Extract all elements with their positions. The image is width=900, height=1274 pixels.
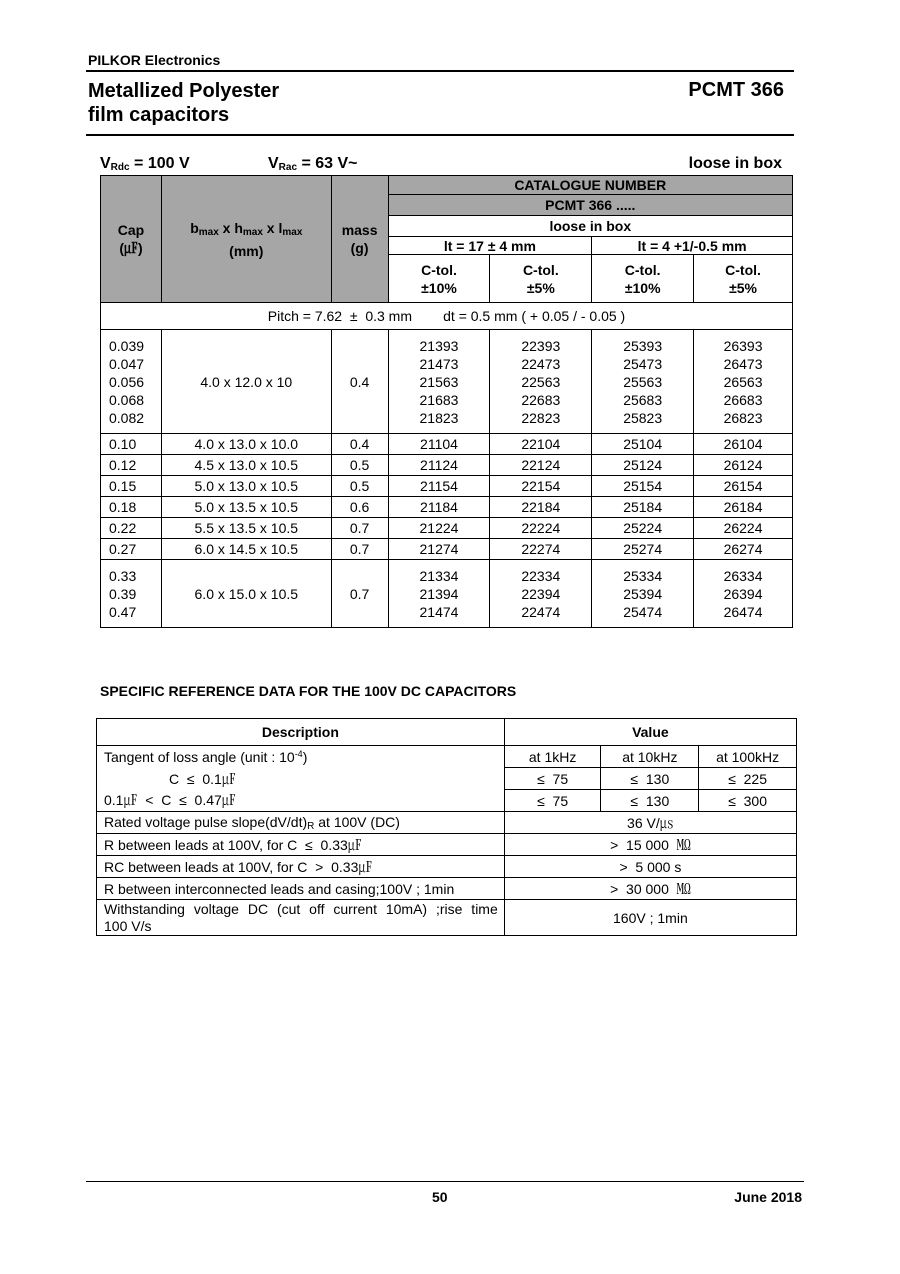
dimension-cell: 4.5 x 13.0 x 10.5 [161,455,331,476]
tan-loss-label: Tangent of loss angle (unit : $10^{-4}$) [97,746,505,768]
catalogue-number-cell: 25104 [592,434,694,455]
catalogue-number-cell: 21124 [388,455,490,476]
description-header: Description [97,719,505,746]
cap-cell: 0.12 [101,455,162,476]
footer-date: June 2018 [734,1189,802,1205]
page-number: 50 [432,1189,448,1205]
catalogue-row [101,434,793,455]
catalogue-row [101,497,793,518]
catalogue-number-cell: 25274 [592,539,694,560]
catalogue-number-cell: 26393 26473 26563 26683 26823 [694,330,793,434]
catalogue-row [101,455,793,476]
packing-label: loose in box [688,155,782,172]
spec-table [96,718,797,936]
catalogue-number-cell: 21104 [388,434,490,455]
tan-value: ≤ 75 [504,768,601,790]
tan-value: ≤ 130 [601,790,699,812]
mass-cell: 0.4 [331,434,388,455]
catalogue-number-cell: 22124 [490,455,592,476]
catalogue-number-cell: 25154 [592,476,694,497]
catalogue-number-cell: 25393 25473 25563 25683 25823 [592,330,694,434]
series-code-header: PCMT 366 ..... [388,195,792,216]
catalogue-number-cell: 22334 22394 22474 [490,560,592,628]
mass-cell: 0.5 [331,476,388,497]
spec-row-value: > 15 000 ㏁ [504,834,796,856]
voltage-ratings [100,155,782,175]
tolerance-header: C-tol. ±5% [694,255,793,303]
vrac-rating: $V_{Rac} = 63$ V~ [268,155,358,173]
mass-cell: 0.4 [331,330,388,434]
catalogue-row [101,518,793,539]
catalogue-number-cell: 22274 [490,539,592,560]
withstand-label: Withstanding voltage DC (cut off current 10mA) ;rise time 100 V/s [97,900,505,936]
cap-cell: 0.039 0.047 0.056 0.068 0.082 [101,330,162,434]
catalogue-number-cell: 21184 [388,497,490,518]
document-title [88,79,279,127]
tan-value: ≤ 225 [699,768,797,790]
catalogue-number-cell: 25334 25394 25474 [592,560,694,628]
catalogue-number-header: CATALOGUE NUMBER [388,176,792,195]
catalogue-row [101,476,793,497]
spec-row-value: > 5 000 s [504,856,796,878]
tolerance-header: C-tol. ±10% [592,255,694,303]
cap-cell: 0.18 [101,497,162,518]
spec-row-value: > 30 000 ㏁ [504,878,796,900]
tan-condition-2: 0.1㎌ < C ≤ 0.47㎌ [97,790,505,812]
cap-cell: 0.10 [101,434,162,455]
catalogue-number-cell: 21393 21473 21563 21683 21823 [388,330,490,434]
catalogue-table [100,175,793,628]
cap-header: Cap (㎌) [101,176,162,303]
series-name: PCMT 366 [688,79,784,101]
cap-cell: 0.15 [101,476,162,497]
mass-cell: 0.7 [331,539,388,560]
catalogue-number-cell: 25124 [592,455,694,476]
mass-header: mass (g) [331,176,388,303]
header-rule-bottom [86,134,794,136]
header-rule-top [86,70,794,72]
catalogue-row [101,539,793,560]
mass-cell: 0.5 [331,455,388,476]
title-line-2: film capacitors [88,104,230,126]
pulse-slope-value: 36 V/㎲ [504,812,796,834]
tan-value: ≤ 75 [504,790,601,812]
lead-length-a-header: lt = 17 ± 4 mm [388,237,592,255]
freq-100khz: at 100kHz [699,746,797,768]
tan-condition-1: C ≤ 0.1㎌ [97,768,505,790]
dimension-cell: 6.0 x 14.5 x 10.5 [161,539,331,560]
dimension-cell: 5.0 x 13.0 x 10.5 [161,476,331,497]
dimension-cell: 5.5 x 13.5 x 10.5 [161,518,331,539]
catalogue-row [101,560,793,628]
dimension-cell: 6.0 x 15.0 x 10.5 [161,560,331,628]
catalogue-number-cell: 21224 [388,518,490,539]
withstand-value: 160V ; 1min [504,900,796,936]
catalogue-number-cell: 22224 [490,518,592,539]
company-name: PILKOR Electronics [88,52,221,68]
freq-1khz: at 1kHz [504,746,601,768]
tolerance-header: C-tol. ±10% [388,255,490,303]
title-line-1: Metallized Polyester [88,80,280,102]
cap-cell: 0.27 [101,539,162,560]
mass-cell: 0.7 [331,560,388,628]
pulse-slope-label: Rated voltage pulse $slope(dV/dt)_R$ at 100V (DC) [97,812,505,834]
dimension-header: $b_{max}$ x $h_{max}$ x $l_{max}$ (mm) [161,176,331,303]
catalogue-number-cell: 26184 [694,497,793,518]
catalogue-number-cell: 21334 21394 21474 [388,560,490,628]
catalogue-number-cell: 26104 [694,434,793,455]
catalogue-number-cell: 26334 26394 26474 [694,560,793,628]
freq-10khz: at 10kHz [601,746,699,768]
pitch-row: Pitch = 7.62 ± 0.3 mm dt = 0.5 mm ( + 0.05 / - 0.05 ) [101,303,793,330]
packing-header: loose in box [388,216,792,237]
catalogue-number-cell: 25224 [592,518,694,539]
cap-cell: 0.22 [101,518,162,539]
dimension-cell: 4.0 x 12.0 x 10 [161,330,331,434]
spec-row-label: R between interconnected leads and casing;100V ; 1min [97,878,505,900]
catalogue-number-cell: 26224 [694,518,793,539]
spec-heading: SPECIFIC REFERENCE DATA FOR THE 100V DC CAPACITORS [100,683,517,699]
catalogue-number-cell: 22184 [490,497,592,518]
dimension-cell: 4.0 x 13.0 x 10.0 [161,434,331,455]
dimension-cell: 5.0 x 13.5 x 10.5 [161,497,331,518]
catalogue-number-cell: 21154 [388,476,490,497]
footer-rule [86,1181,804,1182]
catalogue-number-cell: 22393 22473 22563 22683 22823 [490,330,592,434]
catalogue-row [101,330,793,434]
value-header: Value [504,719,796,746]
spec-row-label: R between leads at 100V, for C ≤ 0.33㎌ [97,834,505,856]
tolerance-header: C-tol. ±5% [490,255,592,303]
mass-cell: 0.6 [331,497,388,518]
catalogue-number-cell: 26124 [694,455,793,476]
catalogue-number-cell: 26154 [694,476,793,497]
spec-row-label: RC between leads at 100V, for C > 0.33㎌ [97,856,505,878]
catalogue-number-cell: 22154 [490,476,592,497]
tan-value: ≤ 300 [699,790,797,812]
catalogue-number-cell: 22104 [490,434,592,455]
catalogue-number-cell: 25184 [592,497,694,518]
catalogue-number-cell: 21274 [388,539,490,560]
mass-cell: 0.7 [331,518,388,539]
vrdc-rating: $V_{Rdc} = 100$ V [100,155,190,173]
tan-value: ≤ 130 [601,768,699,790]
lead-length-b-header: lt = 4 +1/-0.5 mm [592,237,793,255]
catalogue-number-cell: 26274 [694,539,793,560]
cap-cell: 0.33 0.39 0.47 [101,560,162,628]
